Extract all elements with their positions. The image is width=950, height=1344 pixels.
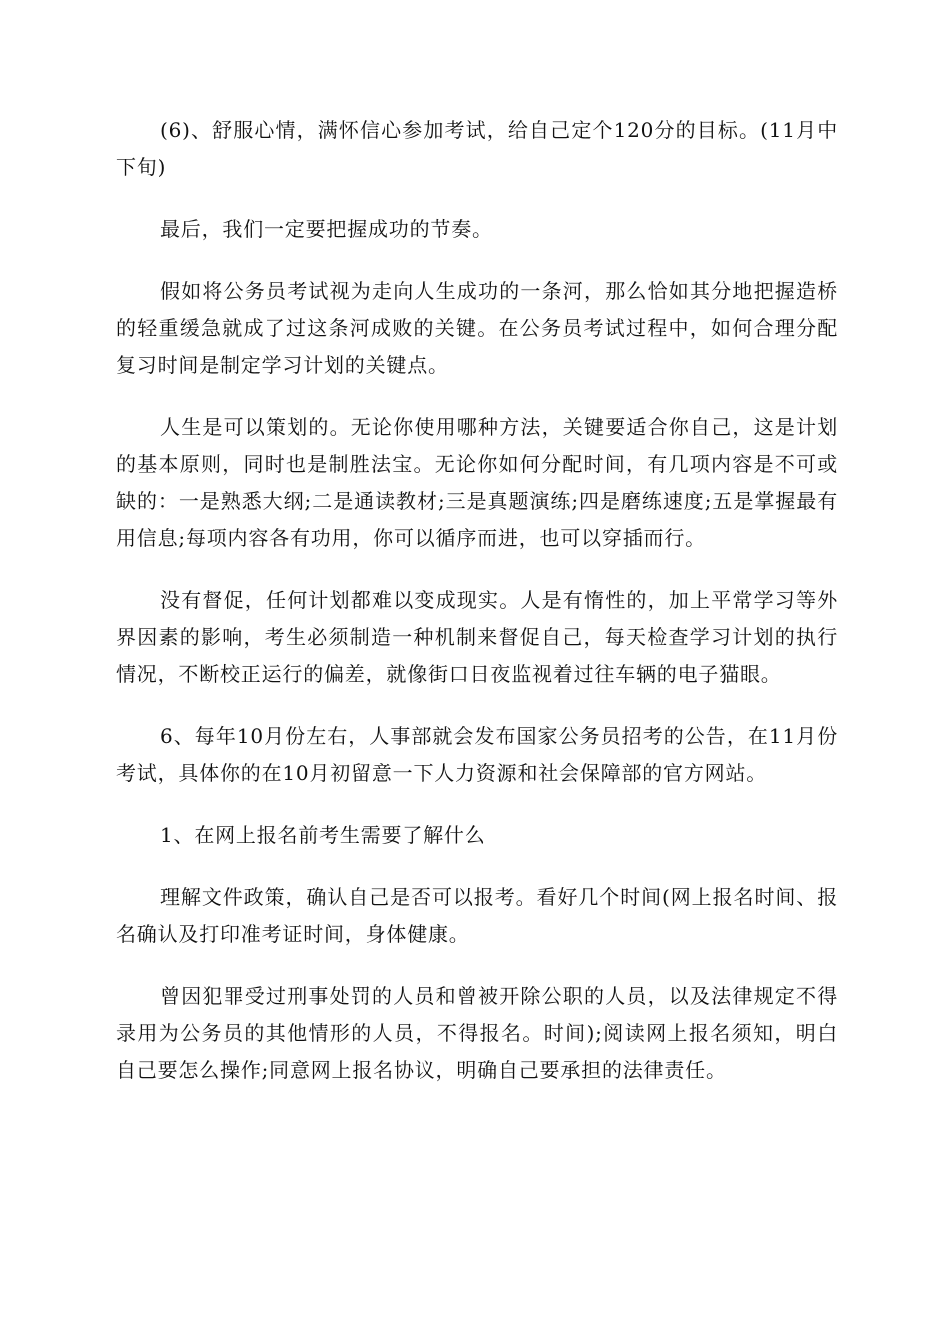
document-body bbox=[116, 112, 838, 1089]
paragraph-2: 最后，我们一定要把握成功的节奏。 bbox=[160, 217, 493, 241]
paragraph-5: 没有督促，任何计划都难以变成现实。人是有惰性的，加上平常学习等外界因素的影响，考生必须制造一种机制来督促自己，每天检查学习计划的执行情况，不断校正运行的偏差，就像街口日夜监视着过往车辆的电子猫眼。 bbox=[116, 588, 838, 686]
paragraph-4: 人生是可以策划的。无论你使用哪种方法，关键要适合你自己，这是计划的基本原则，同时也是制胜法宝。无论你如何分配时间，有几项内容是不可或缺的：一是熟悉大纲;二是通读教材;三是真题演练;四是磨练速度;五是掌握最有用信息;每项内容各有功用，你可以循序而进，也可以穿插而行。 bbox=[116, 415, 838, 550]
paragraph-1: (6)、舒服心情，满怀信心参加考试，给自己定个120分的目标。(11月中下旬) bbox=[116, 118, 838, 179]
paragraph-6: 6、每年10月份左右，人事部就会发布国家公务员招考的公告，在11月份考试，具体你的在10月初留意一下人力资源和社会保障部的官方网站。 bbox=[116, 724, 838, 785]
paragraph-8: 理解文件政策，确认自己是否可以报考。看好几个时间(网上报名时间、报名确认及打印准考证时间，身体健康。 bbox=[116, 885, 838, 946]
paragraph-3: 假如将公务员考试视为走向人生成功的一条河，那么恰如其分地把握造桥的轻重缓急就成了过这条河成败的关键。在公务员考试过程中，如何合理分配复习时间是制定学习计划的关键点。 bbox=[116, 279, 838, 377]
paragraph-7: 1、在网上报名前考生需要了解什么 bbox=[160, 823, 486, 847]
paragraph-9: 曾因犯罪受过刑事处罚的人员和曾被开除公职的人员，以及法律规定不得录用为公务员的其他情形的人员，不得报名。时间);阅读网上报名须知，明白自己要怎么操作;同意网上报名协议，明确自己要承担的法律责任。 bbox=[116, 984, 838, 1082]
